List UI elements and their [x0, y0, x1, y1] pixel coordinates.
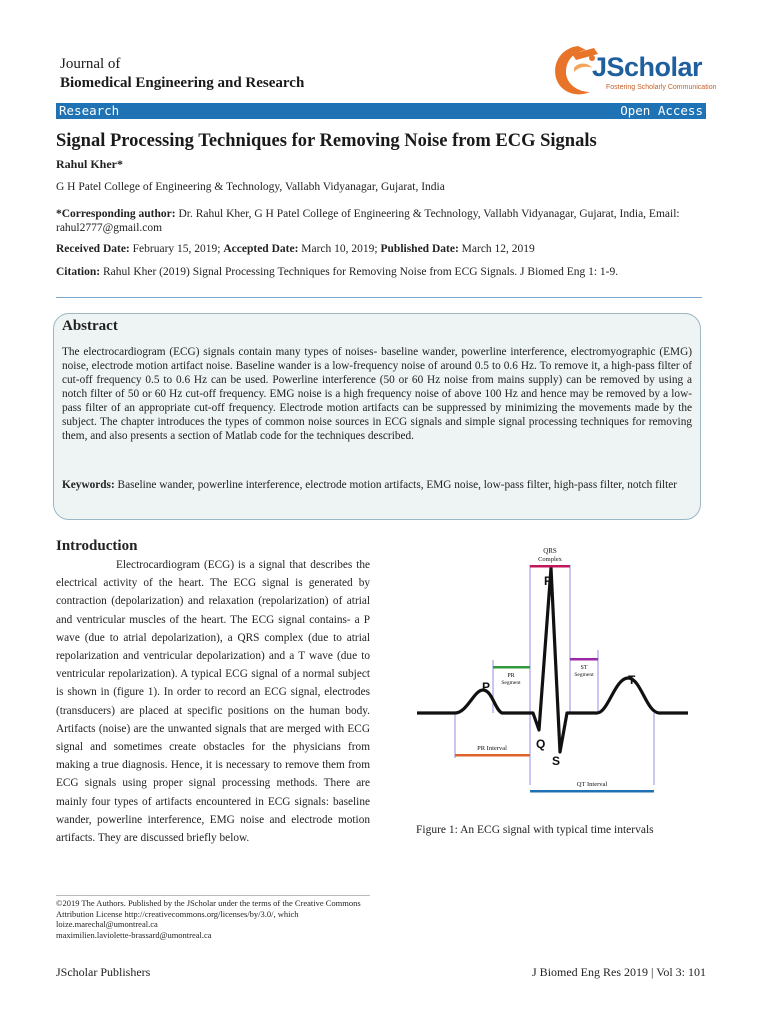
published-label: Published Date:: [380, 243, 459, 255]
jscholar-logo: [548, 42, 717, 98]
journal-name: [60, 55, 304, 93]
footnote-divider: [56, 895, 370, 896]
pr-interval-label: PR Interval: [477, 745, 507, 752]
footnote-email: maximilien.laviolette-brassard@umontreal.ca: [56, 929, 212, 940]
qrs-complex-bar: [530, 565, 570, 568]
abstract-text: The electrocardiogram (ECG) signals contain many types of noises- baseline wander, powerline interference, electromyographic (EMG) noise, electrode motion artifact noise. Baseline wander is a low-frequency noise of around 0.5 to 0.6 Hz. To remove it, a high-pass filter of cut-off frequency 0.5 to 0.6 Hz can be used. Powerline interference (50 or 60 Hz noise from mains supply) can be removed by using a notch filter of 50 or 60 Hz cut-off frequency. EMG noise is a high frequency noise of above 100 Hz and hence may be removed by a low-pass filter of an appropriate cut-off frequency. Electrode motion artifacts can be suppressed by minimizing the movements made by the subject. The chapter introduces the types of common noise sources in ECG signals and simple signal processing techniques for removing them, and also presents a section of Matlab code for the techniques described.: [62, 346, 692, 442]
journal-name-line2: Biomedical Engineering and Research: [60, 75, 305, 91]
pr-segment-label-line2: Segment: [501, 680, 521, 686]
st-segment-bar: [570, 658, 598, 661]
keywords-label: Keywords:: [62, 479, 115, 491]
t-wave-label: T: [628, 673, 636, 687]
received-label: Received Date:: [56, 243, 130, 255]
header-divider: [56, 297, 702, 298]
article-author: Rahul Kher*: [56, 157, 124, 171]
qrs-label-line1: QRS: [543, 547, 557, 555]
journal-name-line1: Journal of: [60, 56, 121, 72]
q-wave-label: Q: [536, 737, 546, 751]
pr-segment-bar: [493, 666, 530, 669]
author-affiliation: G H Patel College of Engineering & Technology, Vallabh Vidyanagar, Gujarat, India: [56, 181, 445, 193]
logo-tagline: Fostering Scholarly Communication: [606, 84, 717, 91]
figure-guide-lines: [455, 565, 654, 785]
st-segment-label-line2: Segment: [574, 672, 594, 678]
received-date: February 15, 2019;: [129, 243, 224, 255]
abstract-title: Abstract: [62, 318, 118, 334]
qt-interval-bar: [530, 790, 654, 793]
keywords-text: Baseline wander, powerline interference, electrode motion artifacts, EMG noise, low-pass filter, high-pass filter, notch filter: [114, 479, 678, 491]
figure-caption: Figure 1: An ECG signal with typical time intervals: [416, 824, 654, 836]
logo-wordmark: JScholar: [592, 52, 703, 82]
license-text: ©2019 The Authors. Published by the JScholar under the terms of the Creative Commons Attribution License http://creativecommons.org/licenses/by/3.0/, which loize.marechal@umontreal.ca: [56, 898, 361, 929]
footer-citation: J Biomed Eng Res 2019 | Vol 3: 101: [532, 965, 706, 979]
license-footnote: [56, 898, 376, 940]
citation-text: Rahul Kher (2019) Signal Processing Techniques for Removing Noise from ECG Signals. J Biomed Eng 1: 1-9.: [100, 266, 619, 278]
article-dates: [56, 242, 716, 256]
qrs-label-line2: Complex: [538, 556, 562, 563]
pr-segment-label-line1: PR: [507, 673, 515, 679]
article-type-label: Research: [59, 103, 120, 118]
citation-label: Citation:: [56, 266, 101, 278]
accepted-date: March 10, 2019;: [298, 243, 381, 255]
accepted-label: Accepted Date:: [223, 243, 299, 255]
st-segment-label-line1: ST: [580, 665, 588, 671]
introduction-text: Electrocardiogram (ECG) is a signal that describes the electrical activity of the heart. The ECG signal is generated by contraction (depolarization) and relaxation (repolarization) of atrial and ventricular muscles of the heart. The ECG signal contains- a P wave (due to atrial depolarization), a QRS complex (due to atrial repolarization and ventricular depolarization) and a T wave (due to ventricular repolarization). A typical ECG signal of a normal subject is shown in (figure 1). In order to record an ECG signal, electrodes (transducers) are placed at specific positions on the human body. Artifacts (noise) are the unwanted signals that are merged with ECG signal and sometimes create obstacles for the physicians from making a true diagnosis. Hence, it is necessary to remove them from ECG signals using proper signal processing methods. There are mainly four types of artifacts encountered in ECG signals: baseline wander, powerline interference, EMG noise and electrode motion artifacts. They are discussed briefly below.: [56, 559, 370, 845]
pr-interval-bar: [455, 754, 530, 757]
open-access-label: Open Access: [620, 103, 703, 118]
keywords: [62, 478, 692, 492]
corresponding-label: *Corresponding author:: [56, 208, 176, 220]
footer-publisher: JScholar Publishers: [56, 965, 151, 979]
corresponding-author: [56, 207, 716, 235]
citation: [56, 265, 716, 279]
ecg-figure: [412, 540, 702, 800]
s-wave-label: S: [552, 754, 561, 768]
corresponding-text: Dr. Rahul Kher, G H Patel College of Engineering & Technology, Vallabh Vidyanagar, Gujarat, India, Email: rahul2777@gmail.com: [56, 208, 680, 234]
p-wave-label: P: [482, 680, 491, 694]
ecg-waveform: [417, 568, 688, 752]
r-wave-label: R: [544, 574, 553, 588]
article-title: Signal Processing Techniques for Removing Noise from ECG Signals: [56, 131, 597, 151]
qt-interval-label: QT Interval: [576, 781, 608, 788]
article-type-banner: [56, 103, 706, 119]
introduction-title: Introduction: [56, 538, 138, 554]
published-date: March 12, 2019: [458, 243, 535, 255]
